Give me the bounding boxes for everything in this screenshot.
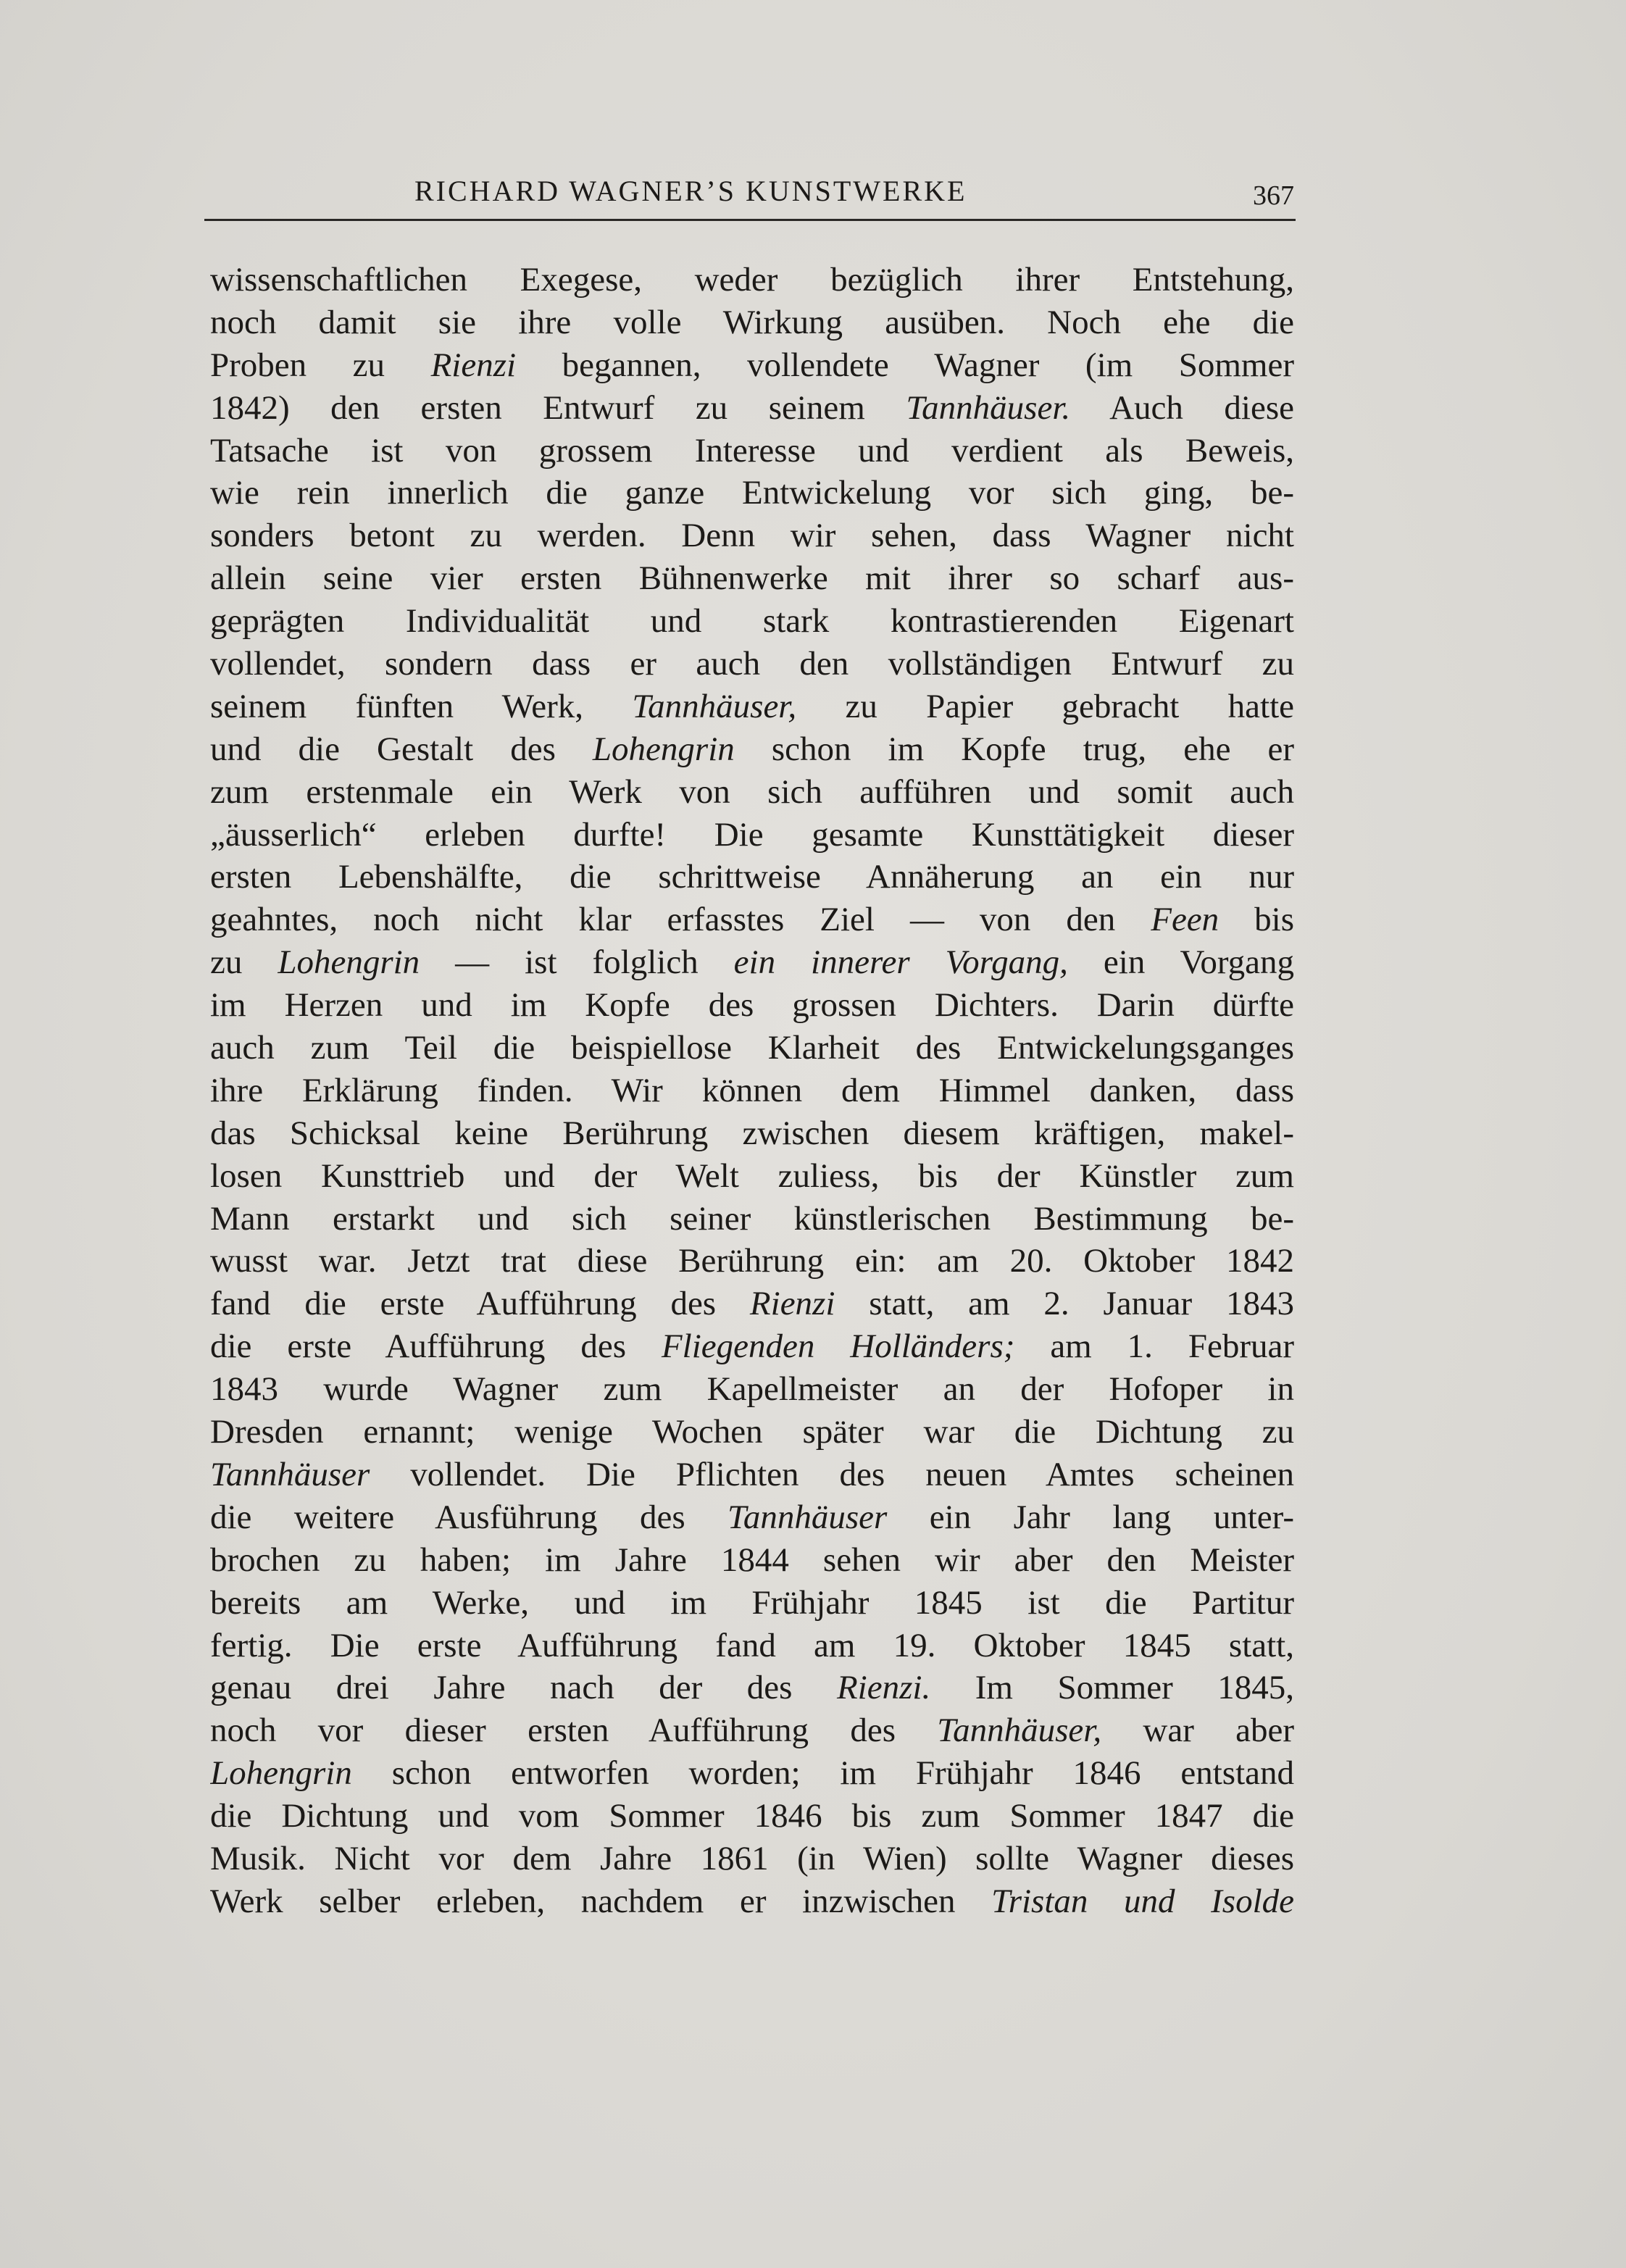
italic-title: Tannhäuser. <box>906 388 1071 427</box>
text-line <box>210 1454 1294 1496</box>
text-segment: geahntes, noch nicht klar erfasstes Ziel — von den <box>210 901 1151 939</box>
text-segment: fertig. Die erste Aufführung fand am 19. Oktober 1845 statt, <box>210 1626 1294 1664</box>
text-line <box>210 387 1294 430</box>
text-segment: genau drei Jahre nach der des <box>210 1669 837 1707</box>
text-segment: sonders betont zu werden. Denn wir sehen, dass Wagner nicht <box>210 517 1294 555</box>
italic-title: Feen <box>1151 901 1220 939</box>
text-line <box>210 1838 1294 1880</box>
text-segment: wusst war. Jetzt trat diese Berührung ein: am 20. Oktober 1842 <box>210 1242 1294 1280</box>
text-segment: auch zum Teil die beispiellose Klarheit des Entwickelungsganges <box>210 1029 1294 1067</box>
text-segment: im Herzen und im Kopfe des grossen Dichters. Darin dürfte <box>210 986 1294 1025</box>
italic-title: Tristan und Isolde <box>991 1882 1294 1920</box>
text-line <box>210 899 1294 941</box>
text-segment: noch vor dieser ersten Aufführung des <box>210 1712 938 1750</box>
text-segment: wie rein innerlich die ganze Entwickelung vor sich ging, be- <box>210 474 1294 512</box>
text-segment: Auch diese <box>1070 388 1294 427</box>
text-line <box>210 1027 1294 1070</box>
text-segment: vollendet. Die Pflichten des neuen Amtes scheinen <box>370 1455 1294 1493</box>
text-segment: Tatsache ist von grossem Interesse und verdient als Beweis, <box>210 431 1294 470</box>
text-segment: bis <box>1219 901 1294 939</box>
text-line <box>210 1155 1294 1198</box>
italic-title: Rienzi. <box>836 1669 931 1707</box>
italic-title: ein innerer Vorgang, <box>733 943 1068 982</box>
text-segment: vollendet, sondern dass er auch den vollständigen Entwurf zu <box>210 645 1294 683</box>
text-line <box>210 814 1294 856</box>
text-segment: fand die erste Aufführung des <box>210 1285 750 1323</box>
italic-title: Lohengrin <box>210 1754 352 1793</box>
italic-title: Rienzi <box>430 346 517 384</box>
text-segment: brochen zu haben; im Jahre 1844 sehen wir aber den Meister <box>210 1541 1294 1579</box>
text-line <box>210 344 1294 387</box>
italic-title: Lohengrin <box>592 730 735 768</box>
text-line <box>210 1070 1294 1112</box>
text-line <box>210 472 1294 514</box>
running-title: RICHARD WAGNER’S KUNSTWERKE <box>414 175 967 207</box>
text-segment: ihre Erklärung finden. Wir können dem Himmel danken, dass <box>210 1071 1294 1109</box>
text-segment: Dresden ernannt; wenige Wochen später war die Dichtung zu <box>210 1413 1294 1451</box>
text-segment: Werk selber erleben, nachdem er inzwischen <box>210 1882 992 1920</box>
text-line <box>210 1709 1294 1752</box>
italic-title: Tannhäuser, <box>632 687 797 725</box>
text-segment: die Dichtung und vom Sommer 1846 bis zum Sommer 1847 die <box>210 1797 1294 1835</box>
text-line <box>210 557 1294 600</box>
text-segment: ersten Lebenshälfte, die schrittweise Annäherung an ein nur <box>210 858 1294 896</box>
text-line <box>210 1625 1294 1667</box>
text-line <box>210 1582 1294 1625</box>
text-segment: ein Vorgang <box>1067 943 1294 982</box>
text-segment: bereits am Werke, und im Frühjahr 1845 ist die Partitur <box>210 1583 1294 1622</box>
text-line <box>210 514 1294 557</box>
text-segment: die weitere Ausführung des <box>210 1498 728 1536</box>
text-line <box>210 430 1294 472</box>
text-segment: „äusserlich“ erleben durfte! Die gesamte Kunsttätigkeit dieser <box>210 815 1294 854</box>
text-segment: noch damit sie ihre volle Wirkung ausüben. Noch ehe die <box>210 303 1294 341</box>
text-segment: losen Kunsttrieb und der Welt zuliess, bis der Künstler zum <box>210 1156 1294 1195</box>
text-segment: zu Papier gebracht hatte <box>796 687 1294 725</box>
text-line <box>210 984 1294 1027</box>
text-segment: das Schicksal keine Berührung zwischen diesem kräftigen, makel- <box>210 1114 1294 1152</box>
text-line <box>210 259 1294 301</box>
text-segment: schon entworfen worden; im Frühjahr 1846 entstand <box>351 1754 1294 1793</box>
text-line <box>210 301 1294 344</box>
italic-title: Rienzi <box>749 1285 835 1323</box>
italic-title: Tannhäuser <box>210 1455 370 1493</box>
text-segment: geprägten Individualität und stark kontrastierenden Eigenart <box>210 602 1294 641</box>
text-line <box>210 1539 1294 1582</box>
text-line <box>210 1752 1294 1795</box>
text-line <box>210 1325 1294 1368</box>
text-segment: — ist folglich <box>420 943 734 982</box>
running-header <box>204 174 1296 221</box>
text-segment: Musik. Nicht vor dem Jahre 1861 (in Wien) sollte Wagner dieses <box>210 1839 1294 1877</box>
text-segment: wissenschaftlichen Exegese, weder bezüglich ihrer Entstehung, <box>210 261 1294 299</box>
text-segment: Proben zu <box>210 346 431 384</box>
text-line <box>210 728 1294 771</box>
text-segment: zum erstenmale ein Werk von sich aufführen und somit auch <box>210 772 1294 811</box>
text-line <box>210 685 1294 728</box>
text-line <box>210 1112 1294 1155</box>
text-segment: die erste Aufführung des <box>210 1327 662 1366</box>
text-segment: und die Gestalt des <box>210 730 593 768</box>
text-segment: Im Sommer 1845, <box>930 1669 1294 1707</box>
text-line <box>210 1368 1294 1411</box>
text-line <box>210 1198 1294 1241</box>
text-line <box>210 1795 1294 1838</box>
text-segment: ein Jahr lang unter- <box>887 1498 1294 1536</box>
text-line <box>210 643 1294 685</box>
text-line <box>210 1283 1294 1325</box>
text-segment: war aber <box>1101 1712 1294 1750</box>
italic-title: Tannhäuser, <box>937 1712 1102 1750</box>
page-number: 367 <box>1253 180 1294 211</box>
text-segment: seinem fünften Werk, <box>210 687 633 725</box>
text-segment: allein seine vier ersten Bühnenwerke mit ihrer so scharf aus- <box>210 559 1294 598</box>
text-segment: 1842) den ersten Entwurf zu seinem <box>210 388 906 427</box>
text-line <box>210 1880 1294 1923</box>
text-line <box>210 1496 1294 1539</box>
text-line <box>210 600 1294 643</box>
text-segment: am 1. Februar <box>1014 1327 1294 1366</box>
text-segment: zu <box>210 943 278 982</box>
italic-title: Lohengrin <box>278 943 420 982</box>
body-text <box>210 259 1294 1923</box>
text-segment: 1843 wurde Wagner zum Kapellmeister an der Hofoper in <box>210 1370 1294 1409</box>
text-line <box>210 1240 1294 1283</box>
text-segment: schon im Kopfe trug, ehe er <box>734 730 1294 768</box>
text-segment: Mann erstarkt und sich seiner künstlerischen Bestimmung be- <box>210 1199 1294 1238</box>
text-line <box>210 856 1294 899</box>
text-line <box>210 941 1294 984</box>
text-segment: begannen, vollendete Wagner (im Sommer <box>516 346 1294 384</box>
text-line <box>210 1411 1294 1454</box>
italic-title: Tannhäuser <box>727 1498 888 1536</box>
text-line <box>210 771 1294 814</box>
text-segment: statt, am 2. Januar 1843 <box>835 1285 1294 1323</box>
text-line <box>210 1667 1294 1709</box>
italic-title: Fliegenden Holländers; <box>661 1327 1015 1366</box>
